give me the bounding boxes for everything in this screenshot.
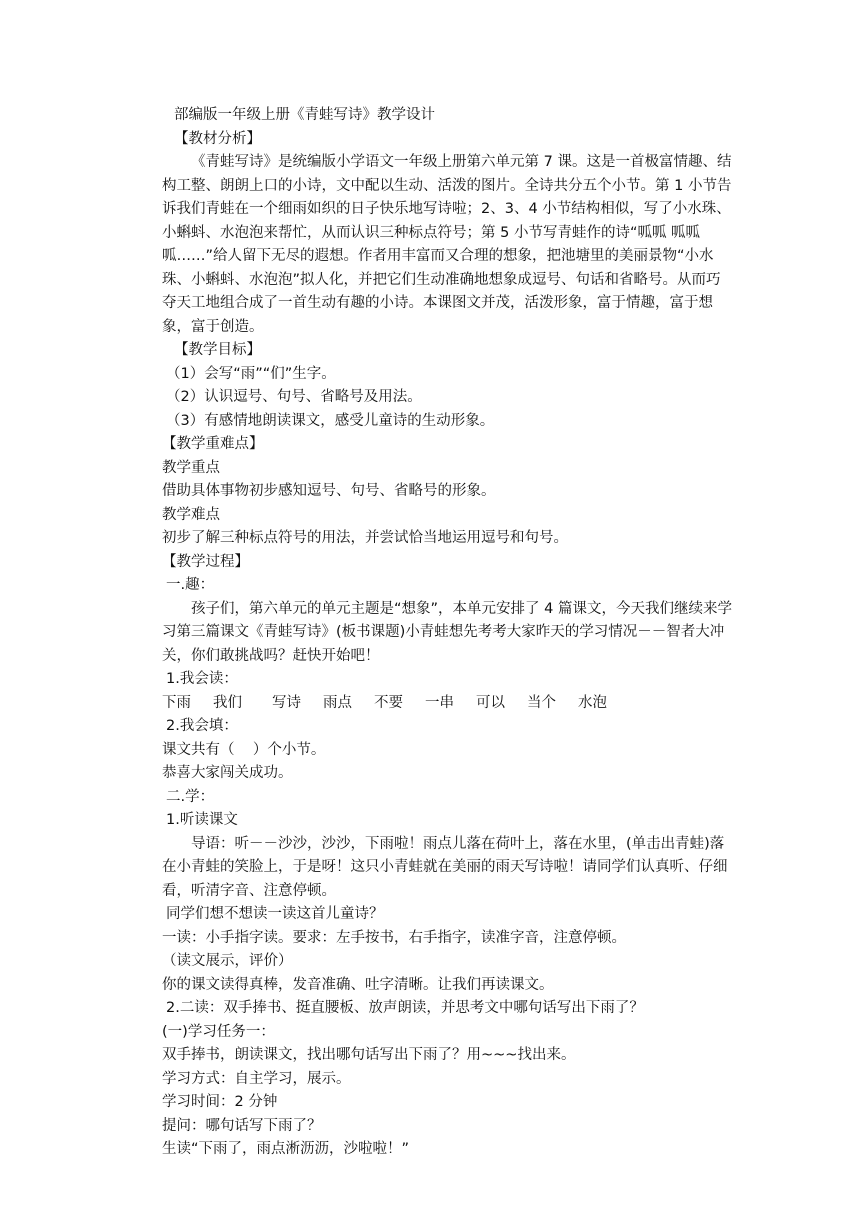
- analysis-paragraph: 《青蛙写诗》是统编版小学语文一年级上册第六单元第 7 课。这是一首极富情趣、结构工整、朗朗上口的小诗，文中配以生动、活泼的图片。全诗共分五个小节。第 1 小节告诉我们青蛙在一个细雨如织的日子快乐地写诗啦；2、3、4 小节结构相似，写了小水珠、小蝌蚪、水泡泡来帮忙，从而认识三种标点符号；第 5 小节写青蛙作的诗“呱呱 呱呱呱……”给人留下无尽的遐想。作者用丰富而又合理的想象，把池塘里的美丽景物“小水珠、小蝌蚪、水泡泡”拟人化，并把它们生动准确地想象成逗号、句话和省略号。从而巧夺天工地组合成了一首生动有趣的小诗。本课图文并茂，活泼形象，富于情趣，富于想象，富于创造。: [162, 154, 732, 335]
- listen-title: 1.听读课文: [166, 812, 238, 828]
- key-heading: 【教学重难点】: [162, 436, 264, 452]
- answer-text: 生读“下雨了，雨点淅沥沥，沙啦啦！”: [162, 1141, 410, 1157]
- fill-title: 2.我会填：: [166, 718, 238, 734]
- read-word: 当个: [527, 694, 556, 711]
- task-one-text: 双手捧书，朗读课文，找出哪句话写出下雨了？用~~~找出来。: [162, 1047, 576, 1063]
- document-title: 部编版一年级上册《青蛙写诗》教学设计: [174, 107, 435, 123]
- read-word: 雨点: [323, 694, 352, 711]
- praise-text: 你的课文读得真棒，发音准确、吐字清晰。让我们再读课文。: [162, 976, 554, 993]
- ask-text: 提问：哪句话写下雨了？: [162, 1117, 322, 1134]
- read-word: 水泡: [578, 694, 607, 711]
- key-label: 教学重点: [162, 459, 220, 476]
- time-text: 学习时间：2 分钟: [162, 1094, 278, 1110]
- process-heading: 【教学过程】: [162, 553, 249, 570]
- goal-item: （1）会写“雨”“们”生字。: [166, 365, 336, 382]
- task-one-title: (一)学习任务一：: [162, 1023, 275, 1040]
- difficult-text: 初步了解三种标点符号的用法，并尝试恰当地运用逗号和句号。: [162, 530, 568, 546]
- fill-text: 课文共有（ ）个小节。: [162, 741, 326, 758]
- goal-item: （3）有感情地朗读课文，感受儿童诗的生动形象。: [166, 412, 495, 429]
- method-text: 学习方式：自主学习，展示。: [162, 1070, 351, 1087]
- read-two-text: 2.二读：双手捧书、挺直腰板、放声朗读，并思考文中哪句话写出下雨了？: [166, 1000, 644, 1016]
- document-body: [162, 104, 732, 1162]
- section-two-title: 二.学：: [166, 788, 215, 805]
- question-text: 同学们想不想读一读这首儿童诗？: [166, 906, 384, 922]
- read-word-list: [162, 692, 732, 716]
- read-word: 写诗: [272, 694, 301, 711]
- read-word: 下雨: [162, 694, 191, 711]
- listen-text: 导语：听－－沙沙，沙沙，下雨啦！雨点儿落在荷叶上，落在水里，(单击出青蛙)落在小青蛙的笑脸上，于是呀！这只小青蛙就在美丽的雨天写诗啦！请同学们认真听、仔细看，听清字音、注意停顿。: [162, 835, 728, 899]
- goal-item: （2）认识逗号、句号、省略号及用法。: [166, 389, 422, 405]
- show-eval-text: （读文展示，评价）: [162, 953, 293, 969]
- read-word: 一串: [425, 694, 454, 711]
- goals-heading: 【教学目标】: [174, 342, 261, 358]
- difficult-label: 教学难点: [162, 506, 220, 523]
- read-word: 可以: [476, 694, 505, 711]
- read-one-text: 一读：小手指字读。要求：左手按书，右手指字，读准字音，注意停顿。: [162, 929, 626, 946]
- read-word: 我们: [213, 694, 242, 711]
- analysis-heading: 【教材分析】: [174, 130, 261, 147]
- section-one-intro: 孩子们，第六单元的单元主题是“想象”，本单元安排了 4 篇课文，今天我们继续来学习第三篇课文《青蛙写诗》(板书课题)小青蛙想先考考大家昨天的学习情况－－智者大冲关，你们敢挑战吗？赶快开始吧！: [162, 600, 732, 664]
- key-text: 借助具体事物初步感知逗号、句号、省略号的形象。: [162, 483, 496, 499]
- congrats-text: 恭喜大家闯关成功。: [162, 765, 293, 781]
- read-word: 不要: [374, 694, 403, 711]
- read-title: 1.我会读：: [166, 671, 238, 687]
- section-one-title: 一.趣：: [166, 577, 215, 593]
